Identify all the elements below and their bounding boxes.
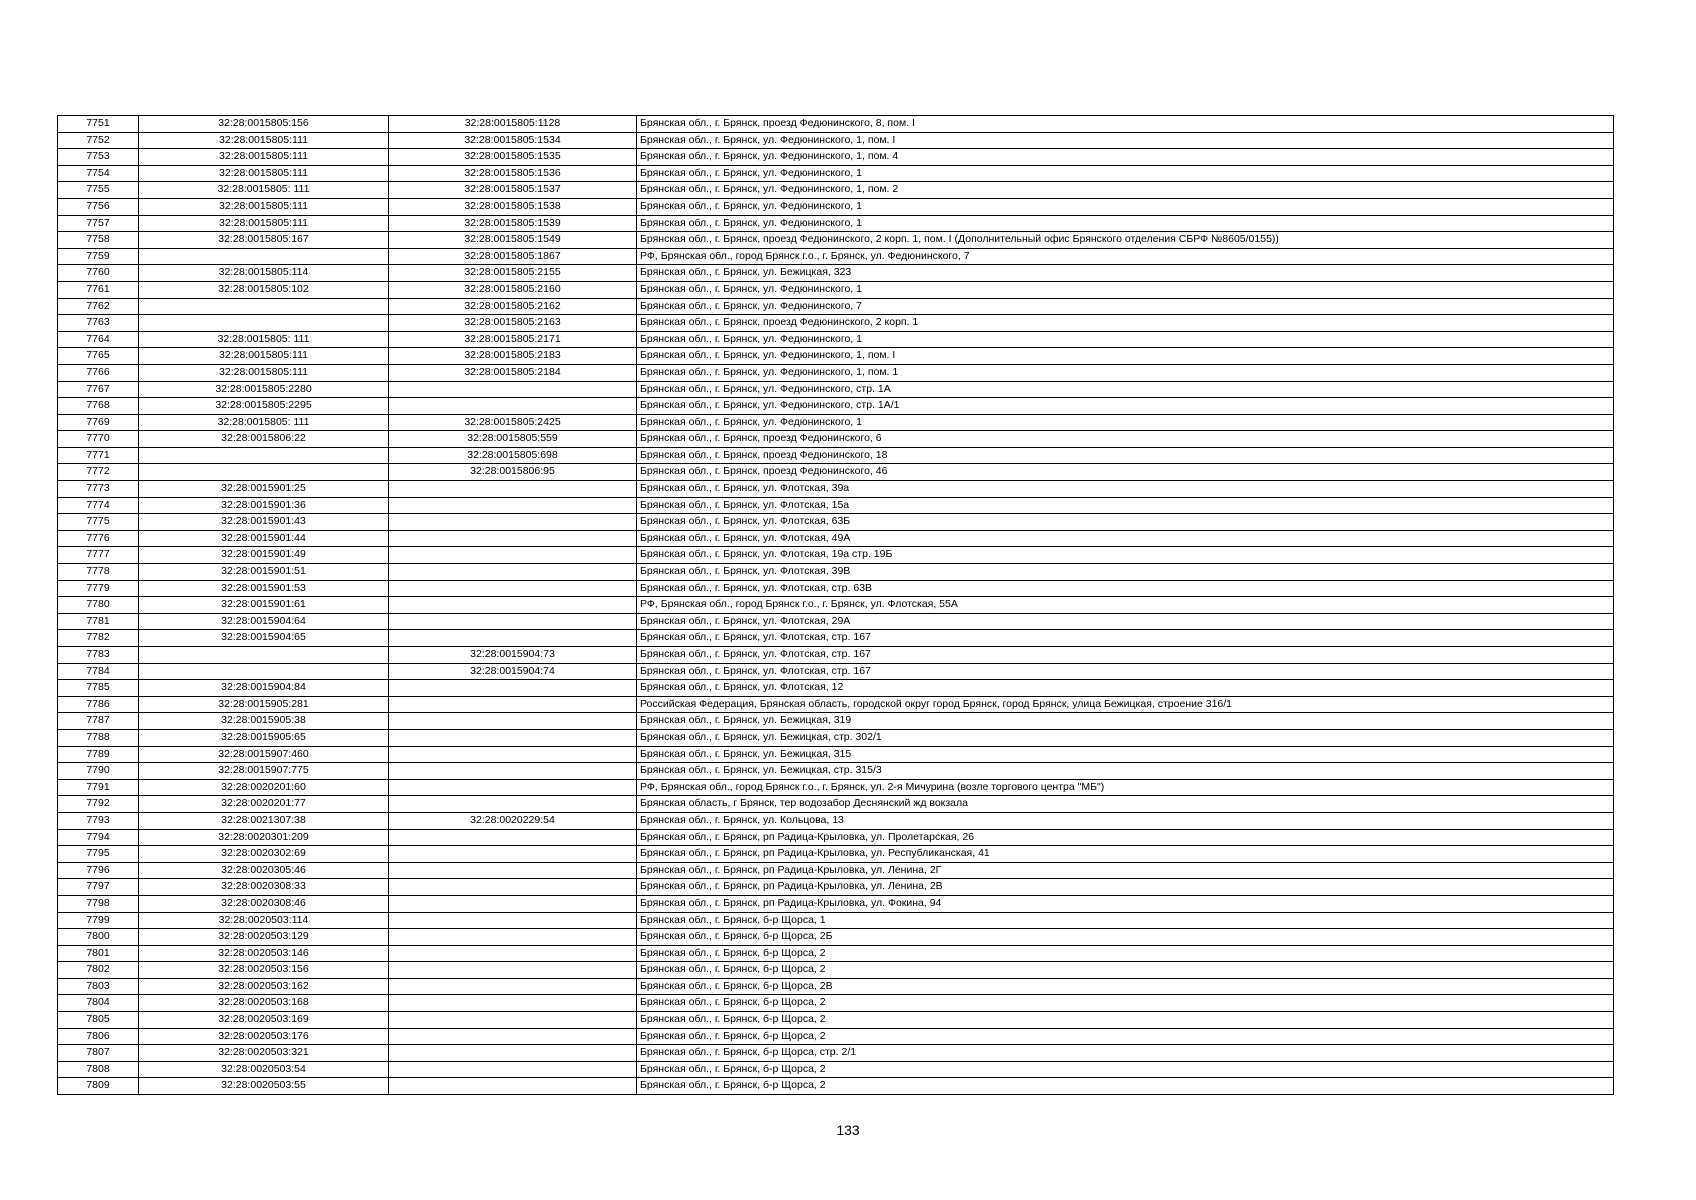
row-number-cell: 7809 <box>58 1078 139 1095</box>
cadastral-number-cell: 32:28:0015805:2280 <box>139 381 389 398</box>
cadastral-number-cell: 32:28:0015905:281 <box>139 696 389 713</box>
table-row <box>58 165 1614 182</box>
address-cell: Брянская обл., г. Брянск, ул. Флотская, 49А <box>637 530 1614 547</box>
row-number-cell: 7784 <box>58 663 139 680</box>
row-number-cell: 7786 <box>58 696 139 713</box>
row-number-cell: 7806 <box>58 1028 139 1045</box>
row-number-cell: 7763 <box>58 315 139 332</box>
cadastral-number-cell: 32:28:0015805:111 <box>139 215 389 232</box>
cadastral-number-cell: 32:28:0020503:114 <box>139 912 389 929</box>
row-number-cell: 7752 <box>58 132 139 149</box>
cadastral-number-cell: 32:28:0015805:111 <box>139 149 389 166</box>
table-row <box>58 912 1614 929</box>
address-cell: Брянская обл., г. Брянск, ул. Федюнинского, 1 <box>637 165 1614 182</box>
table-row <box>58 514 1614 531</box>
cadastral-number-cell: 32:28:0015905:65 <box>139 729 389 746</box>
object-cadastral-number-cell <box>389 547 637 564</box>
object-cadastral-number-cell <box>389 829 637 846</box>
address-cell: Брянская обл., г. Брянск, проезд Федюнинского, 2 корп. 1 <box>637 315 1614 332</box>
cadastral-number-cell: 32:28:0015805:111 <box>139 348 389 365</box>
table-row <box>58 613 1614 630</box>
address-cell: Брянская обл., г. Брянск, б-р Щорса, 2 <box>637 962 1614 979</box>
object-cadastral-number-cell: 32:28:0015805:1538 <box>389 198 637 215</box>
table-row <box>58 630 1614 647</box>
address-cell: Брянская обл., г. Брянск, рп Радица-Крыловка, ул. Ленина, 2В <box>637 879 1614 896</box>
table-row <box>58 331 1614 348</box>
cadastral-number-cell: 32:28:0015901:53 <box>139 580 389 597</box>
table-row <box>58 647 1614 664</box>
row-number-cell: 7802 <box>58 962 139 979</box>
table-row <box>58 729 1614 746</box>
row-number-cell: 7799 <box>58 912 139 929</box>
address-cell: Брянская обл., г. Брянск, б-р Щорса, 2 <box>637 945 1614 962</box>
row-number-cell: 7771 <box>58 447 139 464</box>
cadastral-number-cell: 32:28:0020503:156 <box>139 962 389 979</box>
object-cadastral-number-cell: 32:28:0015805:1537 <box>389 182 637 199</box>
object-cadastral-number-cell <box>389 929 637 946</box>
row-number-cell: 7798 <box>58 895 139 912</box>
cadastral-number-cell: 32:28:0020308:46 <box>139 895 389 912</box>
table-row <box>58 663 1614 680</box>
object-cadastral-number-cell <box>389 497 637 514</box>
cadastral-number-cell: 32:28:0015907:775 <box>139 763 389 780</box>
table-row <box>58 215 1614 232</box>
object-cadastral-number-cell: 32:28:0015805:698 <box>389 447 637 464</box>
cadastral-number-cell: 32:28:0015904:64 <box>139 613 389 630</box>
object-cadastral-number-cell <box>389 564 637 581</box>
object-cadastral-number-cell <box>389 862 637 879</box>
row-number-cell: 7758 <box>58 232 139 249</box>
row-number-cell: 7760 <box>58 265 139 282</box>
table-row <box>58 530 1614 547</box>
object-cadastral-number-cell <box>389 1061 637 1078</box>
table-row <box>58 298 1614 315</box>
row-number-cell: 7766 <box>58 364 139 381</box>
address-cell: Брянская обл., г. Брянск, ул. Бежицкая, 319 <box>637 713 1614 730</box>
object-cadastral-number-cell <box>389 580 637 597</box>
table-row <box>58 265 1614 282</box>
object-cadastral-number-cell <box>389 895 637 912</box>
row-number-cell: 7770 <box>58 431 139 448</box>
cadastral-number-cell: 32:28:0015805: 111 <box>139 182 389 199</box>
row-number-cell: 7797 <box>58 879 139 896</box>
object-cadastral-number-cell: 32:28:0015805:1534 <box>389 132 637 149</box>
address-cell: Брянская обл., г. Брянск, ул. Флотская, 63Б <box>637 514 1614 531</box>
table-row <box>58 862 1614 879</box>
row-number-cell: 7801 <box>58 945 139 962</box>
cadastral-number-cell: 32:28:0015805:167 <box>139 232 389 249</box>
object-cadastral-number-cell: 32:28:0015904:73 <box>389 647 637 664</box>
table-row <box>58 132 1614 149</box>
table-row <box>58 763 1614 780</box>
cadastral-number-cell: 32:28:0020503:146 <box>139 945 389 962</box>
object-cadastral-number-cell: 32:28:0015805:1539 <box>389 215 637 232</box>
table-row <box>58 580 1614 597</box>
row-number-cell: 7779 <box>58 580 139 597</box>
table-row <box>58 1078 1614 1095</box>
address-cell: Брянская обл., г. Брянск, ул. Бежицкая, стр. 315/3 <box>637 763 1614 780</box>
row-number-cell: 7764 <box>58 331 139 348</box>
cadastral-number-cell: 32:28:0015901:61 <box>139 597 389 614</box>
cadastral-number-cell <box>139 447 389 464</box>
object-cadastral-number-cell: 32:28:0015805:559 <box>389 431 637 448</box>
address-cell: Брянская обл., г. Брянск, б-р Щорса, 2 <box>637 1078 1614 1095</box>
table-row <box>58 962 1614 979</box>
address-cell: РФ, Брянская обл., город Брянск г.о., г. Брянск, ул. Флотская, 55А <box>637 597 1614 614</box>
row-number-cell: 7757 <box>58 215 139 232</box>
table-row <box>58 879 1614 896</box>
table-row <box>58 315 1614 332</box>
table-row <box>58 746 1614 763</box>
table-row <box>58 1012 1614 1029</box>
object-cadastral-number-cell <box>389 398 637 415</box>
row-number-cell: 7751 <box>58 116 139 133</box>
object-cadastral-number-cell <box>389 696 637 713</box>
address-cell: Брянская обл., г. Брянск, ул. Федюнинского, 1, пом. 4 <box>637 149 1614 166</box>
address-cell: Брянская обл., г. Брянск, ул. Федюнинского, стр. 1А <box>637 381 1614 398</box>
address-cell: Брянская обл., г. Брянск, ул. Федюнинского, 1, пом. 2 <box>637 182 1614 199</box>
row-number-cell: 7782 <box>58 630 139 647</box>
cadastral-number-cell: 32:28:0015805:111 <box>139 198 389 215</box>
cadastral-number-cell: 32:28:0015805:102 <box>139 281 389 298</box>
object-cadastral-number-cell <box>389 978 637 995</box>
address-cell: Брянская обл., г. Брянск, б-р Щорса, 2 <box>637 995 1614 1012</box>
object-cadastral-number-cell <box>389 1045 637 1062</box>
address-cell: Брянская обл., г. Брянск, б-р Щорса, стр. 2/1 <box>637 1045 1614 1062</box>
object-cadastral-number-cell: 32:28:0015805:2425 <box>389 414 637 431</box>
address-cell: Брянская обл., г. Брянск, ул. Флотская, 29А <box>637 613 1614 630</box>
address-cell: Брянская обл., г. Брянск, ул. Флотская, стр. 167 <box>637 647 1614 664</box>
cadastral-number-cell: 32:28:0020503:176 <box>139 1028 389 1045</box>
cadastral-number-cell: 32:28:0020503:54 <box>139 1061 389 1078</box>
object-cadastral-number-cell: 32:28:0015805:2155 <box>389 265 637 282</box>
address-cell: Брянская обл., г. Брянск, ул. Федюнинского, 1, пом. 1 <box>637 364 1614 381</box>
row-number-cell: 7785 <box>58 680 139 697</box>
object-cadastral-number-cell <box>389 912 637 929</box>
row-number-cell: 7805 <box>58 1012 139 1029</box>
address-cell: Брянская обл., г. Брянск, проезд Федюнинского, 18 <box>637 447 1614 464</box>
address-cell: Брянская обл., г. Брянск, ул. Бежицкая, 315 <box>637 746 1614 763</box>
address-cell: Брянская область, г Брянск, тер водозабор Деснянский жд вокзала <box>637 796 1614 813</box>
object-cadastral-number-cell: 32:28:0015805:1549 <box>389 232 637 249</box>
address-cell: Брянская обл., г. Брянск, рп Радица-Крыловка, ул. Ленина, 2Г <box>637 862 1614 879</box>
address-cell: Брянская обл., г. Брянск, ул. Федюнинского, 7 <box>637 298 1614 315</box>
table-row <box>58 232 1614 249</box>
cadastral-number-cell: 32:28:0015904:65 <box>139 630 389 647</box>
address-cell: Брянская обл., г. Брянск, ул. Федюнинского, 1 <box>637 414 1614 431</box>
row-number-cell: 7789 <box>58 746 139 763</box>
cadastral-number-cell <box>139 315 389 332</box>
object-cadastral-number-cell: 32:28:0015904:74 <box>389 663 637 680</box>
address-cell: Российская Федерация, Брянская область, городской округ город Брянск, город Брянск, улица Бежицкая, строение 316/1 <box>637 696 1614 713</box>
address-cell: Брянская обл., г. Брянск, ул. Кольцова, 13 <box>637 812 1614 829</box>
table-row <box>58 929 1614 946</box>
object-cadastral-number-cell: 32:28:0015805:2160 <box>389 281 637 298</box>
row-number-cell: 7808 <box>58 1061 139 1078</box>
row-number-cell: 7796 <box>58 862 139 879</box>
address-cell: Брянская обл., г. Брянск, ул. Флотская, 39а <box>637 481 1614 498</box>
cadastral-number-cell <box>139 663 389 680</box>
cadastral-number-cell: 32:28:0015901:44 <box>139 530 389 547</box>
object-cadastral-number-cell <box>389 1078 637 1095</box>
cadastral-number-cell <box>139 464 389 481</box>
cadastral-number-cell: 32:28:0015907:460 <box>139 746 389 763</box>
row-number-cell: 7777 <box>58 547 139 564</box>
object-cadastral-number-cell <box>389 530 637 547</box>
row-number-cell: 7803 <box>58 978 139 995</box>
cadastral-number-cell: 32:28:0015805:156 <box>139 116 389 133</box>
row-number-cell: 7778 <box>58 564 139 581</box>
row-number-cell: 7761 <box>58 281 139 298</box>
address-cell: Брянская обл., г. Брянск, ул. Федюнинского, 1 <box>637 198 1614 215</box>
cadastral-number-cell: 32:28:0015901:36 <box>139 497 389 514</box>
table-row <box>58 812 1614 829</box>
address-cell: Брянская обл., г. Брянск, б-р Щорса, 1 <box>637 912 1614 929</box>
object-cadastral-number-cell: 32:28:0015805:2183 <box>389 348 637 365</box>
table-row <box>58 281 1614 298</box>
row-number-cell: 7790 <box>58 763 139 780</box>
address-cell: Брянская обл., г. Брянск, ул. Федюнинского, стр. 1А/1 <box>637 398 1614 415</box>
table-row <box>58 680 1614 697</box>
row-number-cell: 7753 <box>58 149 139 166</box>
table-row <box>58 198 1614 215</box>
row-number-cell: 7755 <box>58 182 139 199</box>
table-row <box>58 829 1614 846</box>
row-number-cell: 7773 <box>58 481 139 498</box>
row-number-cell: 7794 <box>58 829 139 846</box>
object-cadastral-number-cell: 32:28:0015805:1536 <box>389 165 637 182</box>
registry-table-body <box>58 116 1614 1095</box>
table-row <box>58 149 1614 166</box>
cadastral-number-cell: 32:28:0015905:38 <box>139 713 389 730</box>
table-row <box>58 945 1614 962</box>
object-cadastral-number-cell <box>389 846 637 863</box>
object-cadastral-number-cell <box>389 514 637 531</box>
row-number-cell: 7767 <box>58 381 139 398</box>
row-number-cell: 7765 <box>58 348 139 365</box>
cadastral-number-cell: 32:28:0015805: 111 <box>139 331 389 348</box>
address-cell: РФ, Брянская обл., город Брянск г.о., г. Брянск, ул. Федюнинского, 7 <box>637 248 1614 265</box>
cadastral-number-cell: 32:28:0015901:43 <box>139 514 389 531</box>
address-cell: Брянская обл., г. Брянск, рп Радица-Крыловка, ул. Пролетарская, 26 <box>637 829 1614 846</box>
object-cadastral-number-cell <box>389 879 637 896</box>
object-cadastral-number-cell: 32:28:0015805:1128 <box>389 116 637 133</box>
address-cell: Брянская обл., г. Брянск, рп Радица-Крыловка, ул. Фокина, 94 <box>637 895 1614 912</box>
table-row <box>58 779 1614 796</box>
object-cadastral-number-cell: 32:28:0015805:2162 <box>389 298 637 315</box>
cadastral-number-cell: 32:28:0020503:321 <box>139 1045 389 1062</box>
object-cadastral-number-cell <box>389 746 637 763</box>
registry-table <box>57 115 1614 1095</box>
address-cell: Брянская обл., г. Брянск, б-р Щорса, 2 <box>637 1012 1614 1029</box>
object-cadastral-number-cell <box>389 995 637 1012</box>
page-number: 133 <box>836 1122 860 1138</box>
cadastral-number-cell: 32:28:0021307:38 <box>139 812 389 829</box>
object-cadastral-number-cell: 32:28:0015805:2184 <box>389 364 637 381</box>
address-cell: Брянская обл., г. Брянск, ул. Федюнинского, 1 <box>637 281 1614 298</box>
table-row <box>58 895 1614 912</box>
row-number-cell: 7781 <box>58 613 139 630</box>
table-row <box>58 713 1614 730</box>
object-cadastral-number-cell <box>389 630 637 647</box>
address-cell: Брянская обл., г. Брянск, рп Радица-Крыловка, ул. Республиканская, 41 <box>637 846 1614 863</box>
object-cadastral-number-cell <box>389 779 637 796</box>
object-cadastral-number-cell <box>389 796 637 813</box>
cadastral-number-cell: 32:28:0020201:77 <box>139 796 389 813</box>
address-cell: Брянская обл., г. Брянск, ул. Бежицкая, стр. 302/1 <box>637 729 1614 746</box>
row-number-cell: 7769 <box>58 414 139 431</box>
address-cell: Брянская обл., г. Брянск, ул. Флотская, стр. 63В <box>637 580 1614 597</box>
row-number-cell: 7791 <box>58 779 139 796</box>
address-cell: Брянская обл., г. Брянск, ул. Федюнинского, 1 <box>637 331 1614 348</box>
row-number-cell: 7775 <box>58 514 139 531</box>
cadastral-number-cell: 32:28:0020305:46 <box>139 862 389 879</box>
object-cadastral-number-cell <box>389 481 637 498</box>
address-cell: Брянская обл., г. Брянск, б-р Щорса, 2 <box>637 1028 1614 1045</box>
cadastral-number-cell: 32:28:0015805: 111 <box>139 414 389 431</box>
object-cadastral-number-cell <box>389 729 637 746</box>
table-row <box>58 995 1614 1012</box>
row-number-cell: 7772 <box>58 464 139 481</box>
object-cadastral-number-cell <box>389 613 637 630</box>
address-cell: Брянская обл., г. Брянск, проезд Федюнинского, 6 <box>637 431 1614 448</box>
table-row <box>58 381 1614 398</box>
cadastral-number-cell: 32:28:0015805:111 <box>139 364 389 381</box>
address-cell: Брянская обл., г. Брянск, ул. Флотская, 12 <box>637 680 1614 697</box>
table-row <box>58 846 1614 863</box>
row-number-cell: 7783 <box>58 647 139 664</box>
row-number-cell: 7780 <box>58 597 139 614</box>
row-number-cell: 7800 <box>58 929 139 946</box>
object-cadastral-number-cell <box>389 1028 637 1045</box>
object-cadastral-number-cell <box>389 713 637 730</box>
object-cadastral-number-cell: 32:28:0015805:1867 <box>389 248 637 265</box>
cadastral-number-cell: 32:28:0020503:55 <box>139 1078 389 1095</box>
table-row <box>58 116 1614 133</box>
cadastral-number-cell: 32:28:0020503:169 <box>139 1012 389 1029</box>
table-row <box>58 597 1614 614</box>
cadastral-number-cell: 32:28:0015805:111 <box>139 165 389 182</box>
object-cadastral-number-cell: 32:28:0020229:54 <box>389 812 637 829</box>
table-row <box>58 1028 1614 1045</box>
table-row <box>58 182 1614 199</box>
table-row <box>58 1045 1614 1062</box>
cadastral-number-cell: 32:28:0015805:111 <box>139 132 389 149</box>
cadastral-number-cell <box>139 647 389 664</box>
address-cell: Брянская обл., г. Брянск, ул. Флотская, стр. 167 <box>637 630 1614 647</box>
row-number-cell: 7774 <box>58 497 139 514</box>
row-number-cell: 7756 <box>58 198 139 215</box>
cadastral-number-cell: 32:28:0015901:25 <box>139 481 389 498</box>
table-row <box>58 1061 1614 1078</box>
table-row <box>58 348 1614 365</box>
address-cell: Брянская обл., г. Брянск, проезд Федюнинского, 2 корп. 1, пом. I (Дополнительный офис Брянского отделения СБРФ №8605/0155)) <box>637 232 1614 249</box>
row-number-cell: 7788 <box>58 729 139 746</box>
object-cadastral-number-cell <box>389 962 637 979</box>
table-row <box>58 447 1614 464</box>
row-number-cell: 7762 <box>58 298 139 315</box>
object-cadastral-number-cell <box>389 597 637 614</box>
table-row <box>58 978 1614 995</box>
cadastral-number-cell: 32:28:0020503:162 <box>139 978 389 995</box>
cadastral-number-cell: 32:28:0015904:84 <box>139 680 389 697</box>
table-row <box>58 248 1614 265</box>
row-number-cell: 7795 <box>58 846 139 863</box>
cadastral-number-cell: 32:28:0015901:49 <box>139 547 389 564</box>
object-cadastral-number-cell <box>389 763 637 780</box>
cadastral-number-cell: 32:28:0020503:129 <box>139 929 389 946</box>
address-cell: Брянская обл., г. Брянск, проезд Федюнинского, 8, пом. I <box>637 116 1614 133</box>
cadastral-number-cell <box>139 248 389 265</box>
row-number-cell: 7807 <box>58 1045 139 1062</box>
object-cadastral-number-cell <box>389 680 637 697</box>
row-number-cell: 7793 <box>58 812 139 829</box>
table-row <box>58 481 1614 498</box>
object-cadastral-number-cell <box>389 945 637 962</box>
table-row <box>58 364 1614 381</box>
row-number-cell: 7804 <box>58 995 139 1012</box>
cadastral-number-cell: 32:28:0020301:209 <box>139 829 389 846</box>
table-row <box>58 398 1614 415</box>
address-cell: Брянская обл., г. Брянск, ул. Флотская, 19а стр. 19Б <box>637 547 1614 564</box>
table-row <box>58 431 1614 448</box>
address-cell: Брянская обл., г. Брянск, ул. Федюнинского, 1 <box>637 215 1614 232</box>
address-cell: Брянская обл., г. Брянск, ул. Флотская, 39В <box>637 564 1614 581</box>
cadastral-number-cell: 32:28:0020302:69 <box>139 846 389 863</box>
address-cell: Брянская обл., г. Брянск, ул. Федюнинского, 1, пом. I <box>637 132 1614 149</box>
row-number-cell: 7768 <box>58 398 139 415</box>
address-cell: Брянская обл., г. Брянск, ул. Федюнинского, 1, пом. I <box>637 348 1614 365</box>
object-cadastral-number-cell: 32:28:0015806:95 <box>389 464 637 481</box>
address-cell: Брянская обл., г. Брянск, ул. Флотская, 15а <box>637 497 1614 514</box>
address-cell: Брянская обл., г. Брянск, б-р Щорса, 2Б <box>637 929 1614 946</box>
row-number-cell: 7787 <box>58 713 139 730</box>
row-number-cell: 7776 <box>58 530 139 547</box>
cadastral-number-cell: 32:28:0020503:168 <box>139 995 389 1012</box>
table-row <box>58 547 1614 564</box>
cadastral-number-cell: 32:28:0020201:60 <box>139 779 389 796</box>
cadastral-number-cell: 32:28:0015805:2295 <box>139 398 389 415</box>
address-cell: Брянская обл., г. Брянск, б-р Щорса, 2В <box>637 978 1614 995</box>
table-row <box>58 464 1614 481</box>
cadastral-number-cell <box>139 298 389 315</box>
table-row <box>58 796 1614 813</box>
table-row <box>58 564 1614 581</box>
cadastral-number-cell: 32:28:0015806:22 <box>139 431 389 448</box>
address-cell: РФ, Брянская обл., город Брянск г.о., г. Брянск, ул. 2-я Мичурина (возле торгового центра "МБ") <box>637 779 1614 796</box>
address-cell: Брянская обл., г. Брянск, б-р Щорса, 2 <box>637 1061 1614 1078</box>
object-cadastral-number-cell: 32:28:0015805:2171 <box>389 331 637 348</box>
address-cell: Брянская обл., г. Брянск, ул. Флотская, стр. 167 <box>637 663 1614 680</box>
table-row <box>58 414 1614 431</box>
cadastral-number-cell: 32:28:0015901:51 <box>139 564 389 581</box>
row-number-cell: 7792 <box>58 796 139 813</box>
object-cadastral-number-cell <box>389 381 637 398</box>
table-row <box>58 696 1614 713</box>
row-number-cell: 7754 <box>58 165 139 182</box>
cadastral-number-cell: 32:28:0020308:33 <box>139 879 389 896</box>
address-cell: Брянская обл., г. Брянск, проезд Федюнинского, 46 <box>637 464 1614 481</box>
object-cadastral-number-cell: 32:28:0015805:2163 <box>389 315 637 332</box>
cadastral-number-cell: 32:28:0015805:114 <box>139 265 389 282</box>
object-cadastral-number-cell: 32:28:0015805:1535 <box>389 149 637 166</box>
address-cell: Брянская обл., г. Брянск, ул. Бежицкая, 323 <box>637 265 1614 282</box>
row-number-cell: 7759 <box>58 248 139 265</box>
table-row <box>58 497 1614 514</box>
object-cadastral-number-cell <box>389 1012 637 1029</box>
